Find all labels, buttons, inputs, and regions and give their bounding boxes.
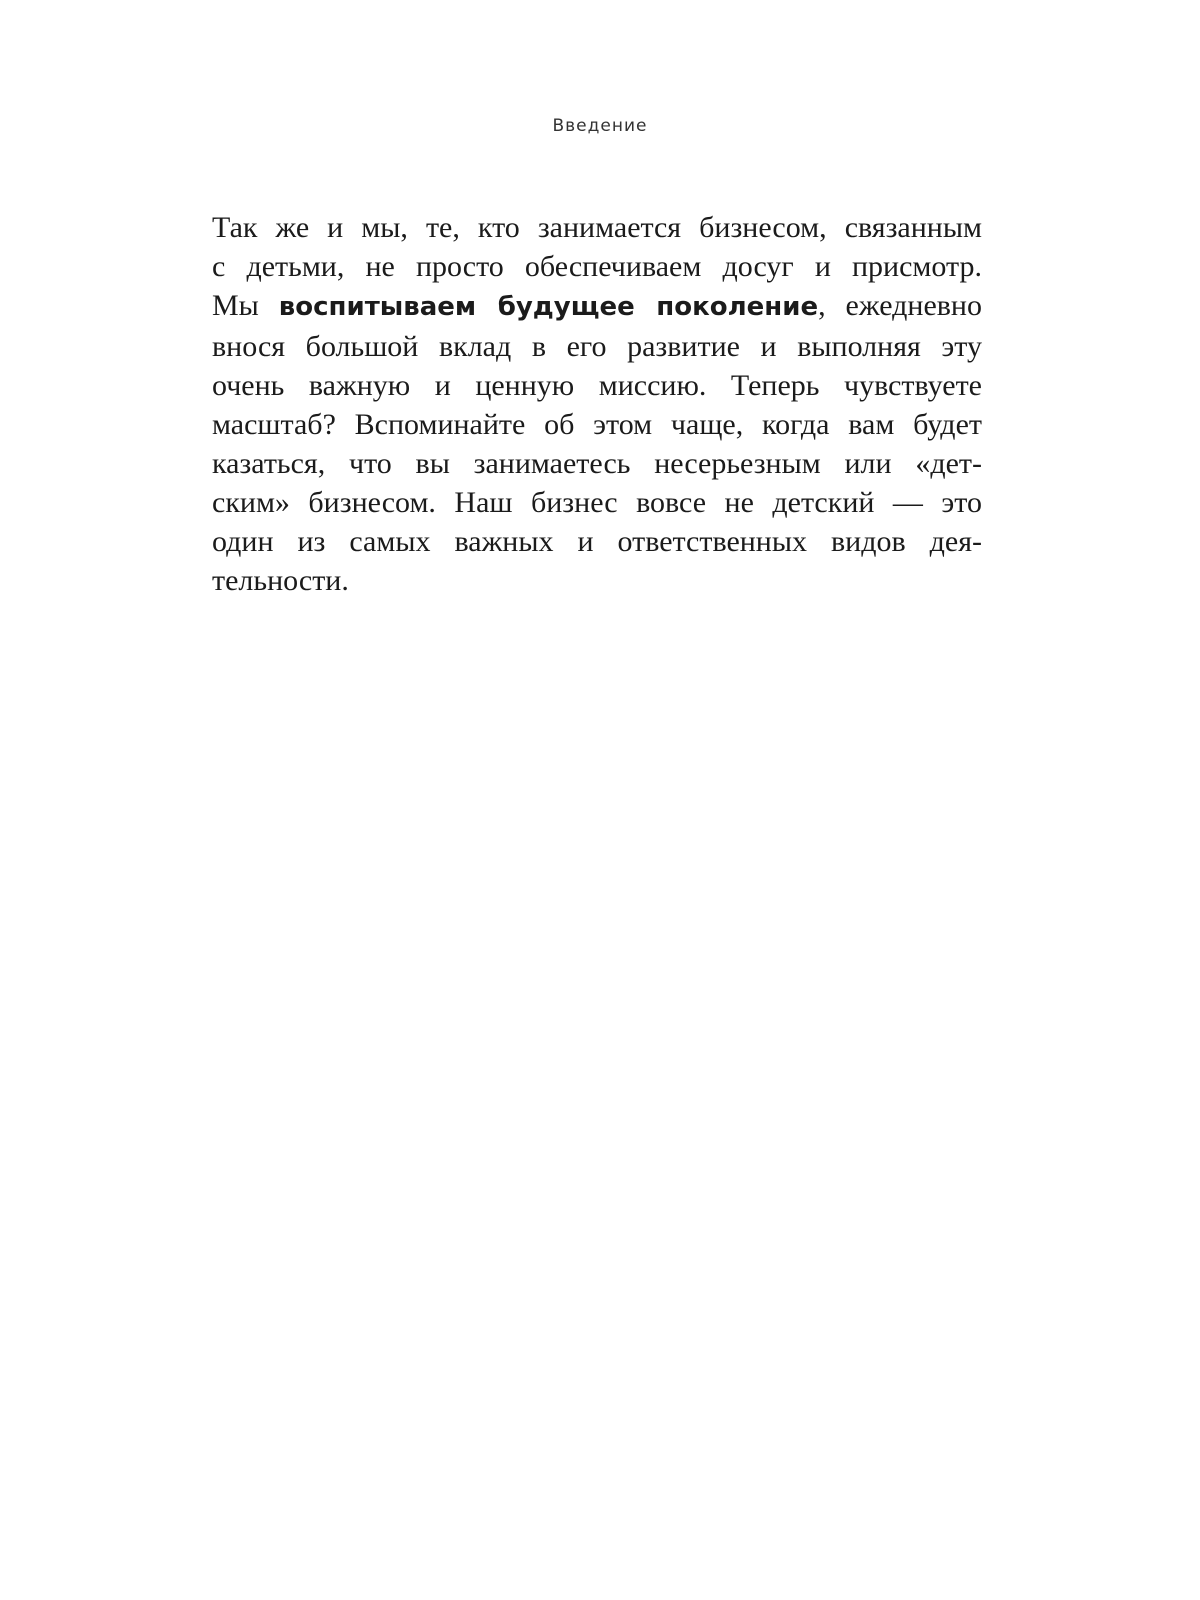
emphasized-phrase: воспитываем будущее поколение [278,292,819,322]
body-paragraph [212,208,982,600]
text-line: один из самых важных и ответственных видов дея- [212,525,982,558]
text-line: Так же и мы, те, кто занимается бизнесом, связанным [212,211,982,244]
text-line: внося большой вклад в его развитие и выполняя эту [212,330,982,363]
text-line-with-emphasis [212,286,982,327]
text-run: Мы [212,289,279,322]
text-run: , ежедневно [818,289,982,322]
text-line: с детьми, не просто обеспечиваем досуг и присмотр. [212,250,982,283]
text-line: тельности. [212,564,349,597]
running-head: Введение [552,116,648,136]
text-line: ским» бизнесом. Наш бизнес вовсе не детский — это [212,486,982,519]
text-line: казаться, что вы занимаетесь несерьезным или «дет- [212,447,982,480]
text-line: масштаб? Вспоминайте об этом чаще, когда вам будет [212,408,982,441]
text-line: очень важную и ценную миссию. Теперь чувствуете [212,369,982,402]
